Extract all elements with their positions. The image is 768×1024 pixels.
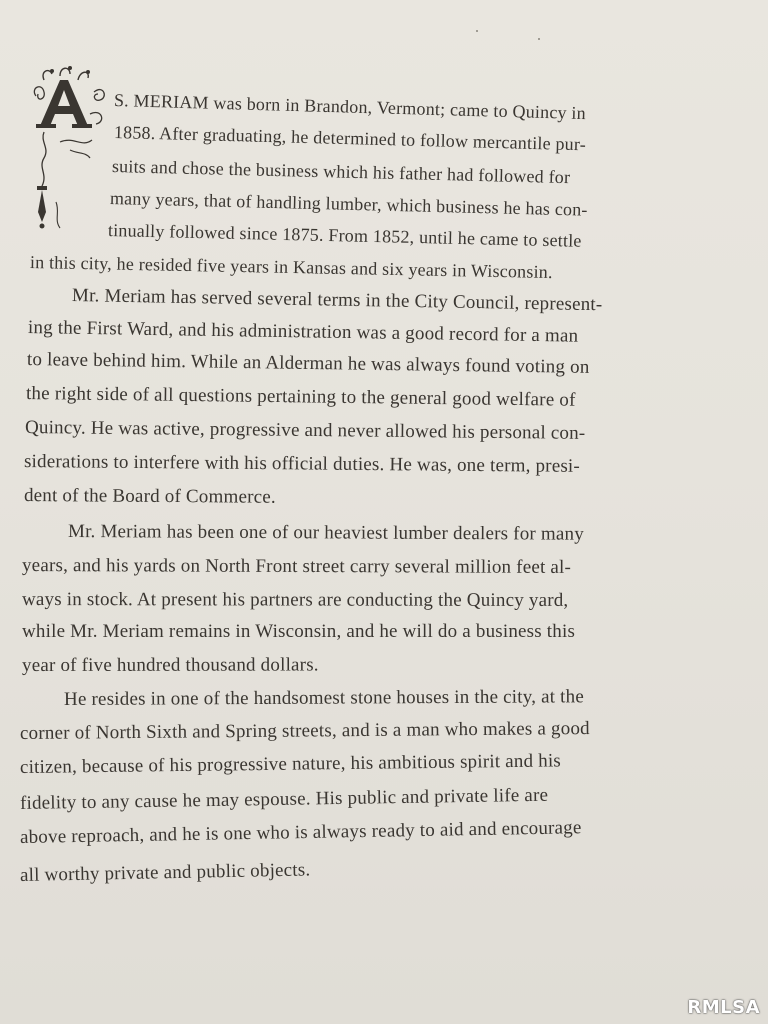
text-line: S. MERIAM was born in Brandon, Vermont; came to Quincy in: [113, 90, 587, 124]
text-line: 1858. After graduating, he determined to follow mercantile pur-: [113, 122, 587, 155]
text-line: ways in stock. At present his partners are conducting the Quincy yard,: [21, 589, 569, 611]
text-line: He resides in one of the handsomest stone houses in the city, at the: [63, 686, 585, 710]
text-line: years, and his yards on North Front street carry several million feet al-: [21, 555, 572, 578]
text-line: Quincy. He was active, progressive and never allowed his personal con-: [24, 417, 586, 444]
text-line: while Mr. Meriam remains in Wisconsin, and he will do a business this: [22, 621, 576, 642]
text-line: in this city, he resided five years in Kansas and six years in Wisconsin.: [29, 252, 553, 283]
ornamental-initial-a-icon: [30, 62, 108, 230]
text-line: year of five hundred thousand dollars.: [21, 654, 319, 676]
text-line: Mr. Meriam has served several terms in the City Council, represent-: [71, 285, 603, 316]
ornamental-initial: [30, 62, 108, 230]
text-line: many years, that of handling lumber, which business he has con-: [109, 188, 588, 220]
text-line: Mr. Meriam has been one of our heaviest lumber dealers for many: [67, 521, 584, 545]
text-line: tinually followed since 1875. From 1852, until he came to settle: [107, 220, 582, 251]
paper-speck: [538, 38, 540, 40]
text-line: corner of North Sixth and Spring streets, and is a man who makes a good: [19, 718, 590, 744]
text-line: siderations to interfere with his official duties. He was, one term, presi-: [23, 451, 581, 477]
text-line: citizen, because of his progressive nature, his ambitious spirit and his: [19, 750, 562, 778]
text-line: ing the First Ward, and his administration was a good record for a man: [27, 317, 579, 347]
text-line: all worthy private and public objects.: [19, 859, 311, 886]
text-line: to leave behind him. While an Alderman he was always found voting on: [26, 349, 590, 378]
text-line: above reproach, and he is one who is always ready to aid and encourage: [19, 817, 582, 848]
watermark-text: RMLSA: [687, 997, 760, 1018]
paper-speck: [476, 30, 478, 32]
text-line: dent of the Board of Commerce.: [23, 485, 276, 508]
text-line: fidelity to any cause he may espouse. His public and private life are: [19, 784, 549, 814]
text-line: the right side of all questions pertaining to the general good welfare of: [25, 383, 576, 411]
text-line: suits and chose the business which his father had followed for: [111, 156, 571, 188]
